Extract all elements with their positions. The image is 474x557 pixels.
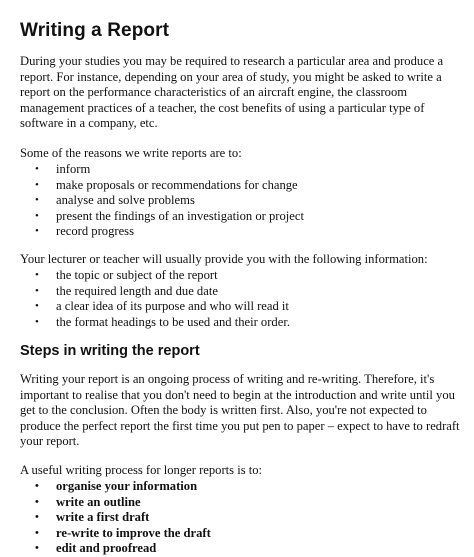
list-item: • the required length and due date xyxy=(20,284,460,300)
info-lead-text: Your lecturer or teacher will usually provide you with the following information: xyxy=(20,251,428,266)
list-item: • inform xyxy=(20,162,460,178)
steps-paragraph: Writing your report is an ongoing process of writing and re-writing. Therefore, it's important to realise that you don't need to begin at the introduction and write until you get to the conclusion. Often the body is written first. Also, you're not expected to produce the perfect report the first time you put pen to paper – expect to have to redraft your report. xyxy=(20,372,460,448)
list-item: • write an outline xyxy=(20,495,460,511)
list-item: • write a first draft xyxy=(20,510,460,526)
section-heading: Steps in writing the report xyxy=(20,343,200,359)
reasons-list xyxy=(20,162,460,240)
process-list xyxy=(20,479,460,557)
page-title: Writing a Report xyxy=(20,20,170,41)
reasons-lead-text: Some of the reasons we write reports are to: xyxy=(20,145,242,160)
info-list xyxy=(20,268,460,330)
list-item: • a clear idea of its purpose and who will read it xyxy=(20,299,460,315)
list-item: • present the findings of an investigation or project xyxy=(20,209,460,225)
list-item: • make proposals or recommendations for change xyxy=(20,178,460,194)
report-document xyxy=(20,20,460,557)
list-item: • organise your information xyxy=(20,479,460,495)
list-item: • re-write to improve the draft xyxy=(20,526,460,542)
list-item: • analyse and solve problems xyxy=(20,193,460,209)
list-item: • the topic or subject of the report xyxy=(20,268,460,284)
list-item: • record progress xyxy=(20,224,460,240)
list-item: • the format headings to be used and their order. xyxy=(20,315,460,331)
intro-paragraph: During your studies you may be required to research a particular area and produce a report. For instance, depending on your area of study, you might be asked to write a report on the performance characteristics of an aircraft engine, the classroom management practices of a teacher, the cost benefits of using a particular type of software in a company, etc. xyxy=(20,54,444,130)
process-lead-text: A useful writing process for longer reports is to: xyxy=(20,462,263,477)
list-item: • edit and proofread xyxy=(20,541,460,557)
